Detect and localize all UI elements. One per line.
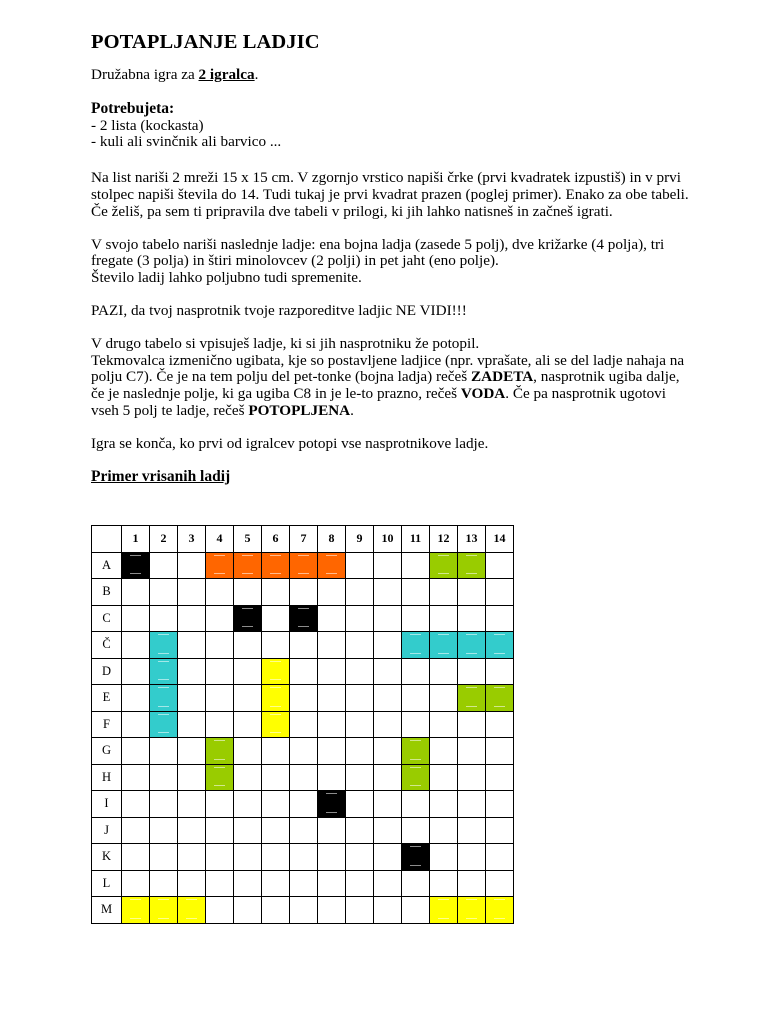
grid-column-header: 3 [178,526,206,553]
grid-cell [374,632,402,659]
grid-cell [318,579,346,606]
grid-row-header: G [92,738,122,765]
ship-cell [430,897,458,924]
rules-text-part: . [350,401,354,419]
grid-cell [346,685,374,712]
grid-cell [346,605,374,632]
grid-cell [150,870,178,897]
grid-cell [318,817,346,844]
grid-row [92,685,514,712]
ship-cell [402,632,430,659]
page-title: POTAPLJANJE LADJIC [91,31,320,53]
grid-cell [206,658,234,685]
grid-cell [290,870,318,897]
grid-cell [150,552,178,579]
grid-cell [374,844,402,871]
grid-column-header: 10 [374,526,402,553]
grid-cell [374,658,402,685]
paragraph-rules [91,336,691,420]
grid-cell [262,844,290,871]
grid-cell [430,844,458,871]
grid-cell [486,844,514,871]
ship-cell [458,632,486,659]
grid-cell [122,817,150,844]
ship-cell [458,552,486,579]
grid-cell [374,817,402,844]
grid-cell [122,632,150,659]
rules-text-part: , nasprotnik ugiba dalje, če je naslednje polje, ki ga ugiba C8 in je le-to prazno, rečeš [91,368,680,403]
grid-row [92,897,514,924]
grid-cell [150,764,178,791]
grid-cell [318,870,346,897]
grid-cell [178,844,206,871]
grid-header-row [92,526,514,553]
grid-row-header: K [92,844,122,871]
grid-cell [346,658,374,685]
grid-cell [206,579,234,606]
paragraph-end: Igra se konča, ko prvi od igralcev potopi vse nasprotnikove ladje. [91,434,489,452]
grid-cell [346,579,374,606]
grid-cell [262,791,290,818]
grid-corner-cell [92,526,122,553]
grid-cell [486,764,514,791]
grid-cell [346,897,374,924]
grid-row [92,711,514,738]
grid-cell [206,870,234,897]
grid-cell [122,791,150,818]
ship-cell [402,844,430,871]
grid-row-header: I [92,791,122,818]
grid-cell [374,552,402,579]
grid-cell [178,791,206,818]
ship-cell [290,605,318,632]
grid-cell [346,738,374,765]
ship-cell [178,897,206,924]
example-title: Primer vrisanih ladij [91,467,231,485]
grid-cell [150,605,178,632]
grid-cell [318,711,346,738]
grid-cell [346,552,374,579]
grid-column-header: 14 [486,526,514,553]
grid-cell [430,738,458,765]
grid-row-header: M [92,897,122,924]
grid-cell [234,685,262,712]
grid-column-header: 2 [150,526,178,553]
grid-column-header: 13 [458,526,486,553]
ship-cell [150,897,178,924]
grid-cell [122,685,150,712]
grid-cell [318,685,346,712]
grid-column-header: 5 [234,526,262,553]
intro-line [91,67,691,84]
grid-cell [234,711,262,738]
grid-cell [206,817,234,844]
grid-column-header: 4 [206,526,234,553]
grid-cell [290,764,318,791]
grid-cell [178,711,206,738]
grid-cell [290,897,318,924]
intro-text: Družabna igra za [91,66,199,83]
ship-cell [430,632,458,659]
grid-cell [486,605,514,632]
grid-cell [430,764,458,791]
grid-cell [178,817,206,844]
grid-cell [178,579,206,606]
grid-cell [234,738,262,765]
grid-row-header: J [92,817,122,844]
grid-cell [486,738,514,765]
grid-cell [262,870,290,897]
ship-cell [318,791,346,818]
grid-cell [402,711,430,738]
grid-cell [430,817,458,844]
grid-cell [290,658,318,685]
rules-text-part: Tekmovalca izmenično ugibata, kje so postavljene ladjice (npr. vprašate, ali se del ladje nahaja na polju C7). Če je na tem polju del pet-tonke (bojna ladja) rečeš [91,351,685,386]
grid-row [92,870,514,897]
ships-change-text: Število ladij lahko poljubno tudi spremenite. [91,269,362,287]
grid-cell [122,579,150,606]
grid-cell [150,844,178,871]
rules-text-part: . Če pa nasprotnik ugotovi vseh 5 polj te ladje, rečeš [91,385,666,419]
grid-cell [486,791,514,818]
requirement-item: - kuli ali svinčnik ali barvico ... [91,133,282,151]
ship-cell [150,632,178,659]
ship-cell [290,552,318,579]
ship-cell [262,552,290,579]
keyword-water: VODA [460,385,506,403]
grid-cell [458,764,486,791]
grid-cell [458,658,486,685]
ship-cell [234,552,262,579]
paragraph-warning: PAZI, da tvoj nasprotnik tvoje razporeditve ladjic NE VIDI!!! [91,301,467,319]
grid-cell [178,658,206,685]
grid-cell [234,817,262,844]
grid-cell [346,817,374,844]
grid-cell [374,605,402,632]
grid-cell [318,844,346,871]
ship-cell [430,552,458,579]
grid-cell [486,579,514,606]
rules-intro-text: V drugo tabelo si vpisuješ ladje, ki si jih nasprotniku že potopil. [91,334,480,352]
ship-cell [262,711,290,738]
ship-cell [262,685,290,712]
grid-column-header: 7 [290,526,318,553]
grid-cell [318,764,346,791]
grid-cell [318,605,346,632]
grid-cell [122,658,150,685]
grid-row [92,764,514,791]
grid-cell [346,870,374,897]
grid-cell [430,685,458,712]
grid-cell [318,658,346,685]
grid-cell [290,844,318,871]
grid-cell [458,817,486,844]
grid-cell [458,579,486,606]
ship-cell [122,897,150,924]
requirements-section [91,101,691,151]
grid-cell [486,552,514,579]
grid-cell [430,658,458,685]
grid-cell [178,605,206,632]
grid-cell [290,685,318,712]
grid-row [92,605,514,632]
grid-cell [122,764,150,791]
grid-cell [318,632,346,659]
grid-row [92,552,514,579]
grid-column-header: 1 [122,526,150,553]
ship-cell [262,658,290,685]
grid-cell [290,738,318,765]
grid-cell [402,685,430,712]
grid-column-header: 12 [430,526,458,553]
grid-cell [374,870,402,897]
grid-row-header: C [92,605,122,632]
grid-cell [486,817,514,844]
ship-cell [206,764,234,791]
grid-cell [402,817,430,844]
grid-cell [374,764,402,791]
intro-end: . [254,66,259,83]
ship-cell [486,632,514,659]
grid-cell [402,579,430,606]
grid-row-header: L [92,870,122,897]
grid-cell [458,844,486,871]
grid-cell [234,791,262,818]
ship-cell [234,605,262,632]
grid-cell [458,870,486,897]
grid-cell [122,844,150,871]
grid-row [92,632,514,659]
grid-row [92,658,514,685]
grid-cell [290,711,318,738]
grid-row-header: A [92,552,122,579]
ship-cell [486,685,514,712]
grid-cell [206,685,234,712]
grid-cell [178,764,206,791]
grid-cell [290,579,318,606]
grid-row [92,791,514,818]
ship-cell [486,897,514,924]
requirements-title: Potrebujeta: [91,99,175,117]
grid-row [92,738,514,765]
ship-cell [122,552,150,579]
grid-cell [262,897,290,924]
grid-cell [262,605,290,632]
document-body [91,30,691,485]
grid-cell [234,579,262,606]
grid-cell [486,658,514,685]
grid-cell [178,685,206,712]
grid-cell [122,738,150,765]
grid-row-header: B [92,579,122,606]
grid-cell [402,870,430,897]
grid-cell [206,791,234,818]
grid-cell [150,738,178,765]
grid-column-header: 8 [318,526,346,553]
grid-cell [374,579,402,606]
grid-row [92,817,514,844]
grid-cell [262,738,290,765]
rules-text [91,353,691,420]
grid-cell [458,711,486,738]
grid-cell [178,738,206,765]
grid-cell [290,817,318,844]
grid-cell [206,711,234,738]
grid-cell [178,552,206,579]
example-grid [91,525,514,924]
grid-cell [374,685,402,712]
grid-row-header: D [92,658,122,685]
ship-cell [458,897,486,924]
grid-cell [122,870,150,897]
ship-cell [150,711,178,738]
grid-cell [262,579,290,606]
grid-cell [346,844,374,871]
grid-cell [486,870,514,897]
grid-row [92,844,514,871]
ship-cell [150,658,178,685]
grid-cell [206,605,234,632]
grid-row-header: H [92,764,122,791]
grid-cell [458,605,486,632]
grid-cell [486,711,514,738]
grid-cell [374,711,402,738]
grid-cell [430,791,458,818]
players-count: 2 igralca [198,66,255,83]
grid-cell [262,632,290,659]
grid-cell [346,764,374,791]
grid-cell [458,791,486,818]
grid-cell [234,764,262,791]
keyword-hit: ZADETA [471,368,534,386]
grid-cell [374,897,402,924]
grid-cell [458,738,486,765]
grid-cell [430,579,458,606]
grid-cell [346,791,374,818]
ship-cell [458,685,486,712]
grid-cell [402,897,430,924]
grid-column-header: 11 [402,526,430,553]
grid-cell [150,579,178,606]
grid-cell [206,632,234,659]
grid-cell [430,870,458,897]
ships-list-text: V svojo tabelo nariši naslednje ladje: ena bojna ladja (zasede 5 polj), dve križarke (4 polja), tri fregate (3 polja) in štiri minolovcev (2 polji) in pet jaht (eno polje). [91,235,665,270]
grid-cell [122,711,150,738]
grid-cell [402,791,430,818]
grid-cell [234,632,262,659]
grid-cell [430,605,458,632]
grid-cell [206,897,234,924]
grid-cell [402,552,430,579]
grid-cell [234,844,262,871]
ship-cell [318,552,346,579]
grid-cell [122,605,150,632]
grid-cell [262,817,290,844]
grid-row-header: F [92,711,122,738]
grid-cell [430,711,458,738]
grid-cell [318,897,346,924]
paragraph-grid-setup: Na list nariši 2 mreži 15 x 15 cm. V zgornjo vrstico napiši črke (prvi kvadratek izpustiš) in v prvi stolpec napiši števila do 14. Tudi tukaj je prvi kvadrat prazen (poglej primer). Enako za obe tabeli. Če želiš, pa sem ti pripravila dve tabeli v prilogi, ki jih lahko natisneš in začneš igrati. [91,169,689,220]
grid-cell [262,764,290,791]
grid-row [92,579,514,606]
grid-cell [374,791,402,818]
ship-cell [402,764,430,791]
grid-cell [206,844,234,871]
grid-cell [346,711,374,738]
keyword-sunk: POTOPLJENA [248,401,351,419]
grid-cell [150,817,178,844]
grid-cell [374,738,402,765]
grid-cell [178,632,206,659]
grid-cell [290,791,318,818]
grid-cell [150,791,178,818]
ship-cell [402,738,430,765]
grid-row-header: Č [92,632,122,659]
grid-cell [178,870,206,897]
grid-cell [346,632,374,659]
grid-column-header: 6 [262,526,290,553]
grid-cell [290,632,318,659]
grid-column-header: 9 [346,526,374,553]
paragraph-ships [91,237,691,287]
ship-cell [150,685,178,712]
grid-cell [402,605,430,632]
ship-cell [206,552,234,579]
grid-row-header: E [92,685,122,712]
grid-cell [318,738,346,765]
grid-cell [234,870,262,897]
grid-cell [402,658,430,685]
requirement-item: - 2 lista (kockasta) [91,116,204,134]
grid-cell [234,658,262,685]
ship-cell [206,738,234,765]
grid-cell [234,897,262,924]
